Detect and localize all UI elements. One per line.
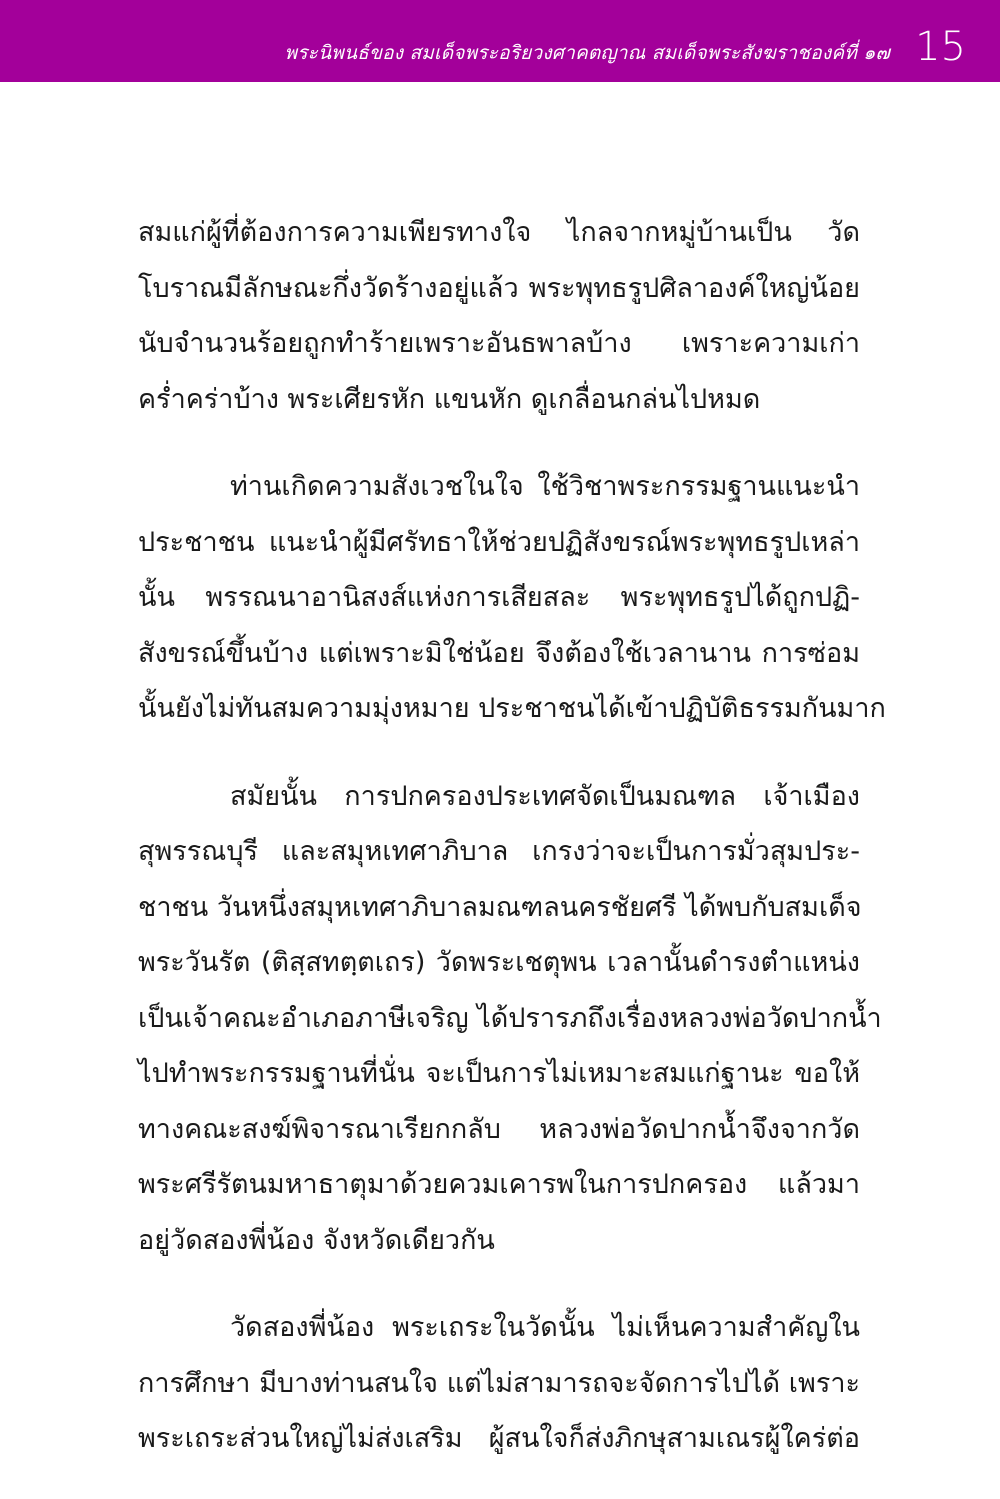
text-line: ชาชน วันหนึ่งสมุหเทศาภิบาลมณฑลนครชัยศรี ได้พบกับสมเด็จ [138,891,862,923]
paragraph-1 [138,205,860,427]
text-line: เป็นเจ้าคณะอำเภอภาษีเจริญ ได้ปรารภถึงเรื่องหลวงพ่อวัดปากน้ำ [138,1002,882,1034]
text-line: นั้นยังไม่ทันสมความมุ่งหมาย ประชาชนได้เข้าปฏิบัติธรรมกันมาก [138,693,886,724]
text-line: คร่ำคร่าบ้าง พระเศียรหัก แขนหัก ดูเกลื่อนกล่นไปหมด [138,383,761,415]
text-line: โบราณมีลักษณะกึ่งวัดร้างอยู่แล้ว พระพุทธรูปศิลาองค์ใหญ่น้อย [138,272,860,304]
paragraph-4 [138,1300,860,1467]
text-line: ประชาชน แนะนำผู้มีศรัทธาให้ช่วยปฏิสังขรณ์พระพุทธรูปเหล่า [138,526,860,558]
text-line: สมแก่ผู้ที่ต้องการความเพียรทางใจ ไกลจากหมู่บ้านเป็น วัด [138,217,860,248]
paragraph-2 [138,459,886,737]
text-line: พระเถระส่วนใหญ่ไม่ส่งเสริม ผู้สนใจก็ส่งภิกษุสามเณรผู้ใคร่ต่อ [138,1423,860,1454]
running-title: พระนิพนธ์ของ สมเด็จพระอริยวงศาคตญาณ สมเด็จพระสังฆราชองค์ที่ ๑๗ [284,42,890,64]
text-line: สุพรรณบุรี และสมุหเทศาภิบาล เกรงว่าจะเป็นการมั่วสุมประ- [138,836,860,867]
text-line: ท่านเกิดความสังเวชในใจ ใช้วิชาพระกรรมฐานแนะนำ [230,471,860,502]
header-band [0,0,1000,82]
text-line: การศึกษา มีบางท่านสนใจ แต่ไม่สามารถจะจัดการไปได้ เพราะ [138,1367,860,1399]
text-line: นั้น พรรณนาอานิสงส์แห่งการเสียสละ พระพุทธรูปได้ถูกปฏิ- [138,582,860,613]
paragraph-3 [138,769,882,1269]
text-line: อยู่วัดสองพี่น้อง จังหวัดเดียวกัน [138,1224,495,1256]
text-line: นับจำนวนร้อยถูกทำร้ายเพราะอันธพาลบ้าง เพราะความเก่า [138,328,860,359]
text-line: พระวันรัต (ติสฺสทตฺตเถร) วัดพระเชตุพน เวลานั้นดำรงตำแหน่ง [138,947,860,978]
page-number: 15 [915,24,966,70]
text-line: พระศรีรัตนมหาธาตุมาด้วยควมเคารพในการปกครอง แล้วมา [138,1169,860,1200]
text-line: ทางคณะสงฆ์พิจารณาเรียกกลับ หลวงพ่อวัดปากน้ำจึงจากวัด [138,1113,860,1145]
body-text [138,205,886,1499]
text-line: สังขรณ์ขึ้นบ้าง แต่เพราะมิใช่น้อย จึงต้องใช้เวลานาน การซ่อม [138,637,860,669]
text-line: ไปทำพระกรรมฐานที่นั่น จะเป็นการไม่เหมาะสมแก่ฐานะ ขอให้ [138,1058,860,1089]
text-line: สมัยนั้น การปกครองประเทศจัดเป็นมณฑล เจ้าเมือง [230,780,860,812]
text-line: วัดสองพี่น้อง พระเถระในวัดนั้น ไม่เห็นความสำคัญใน [230,1312,860,1343]
